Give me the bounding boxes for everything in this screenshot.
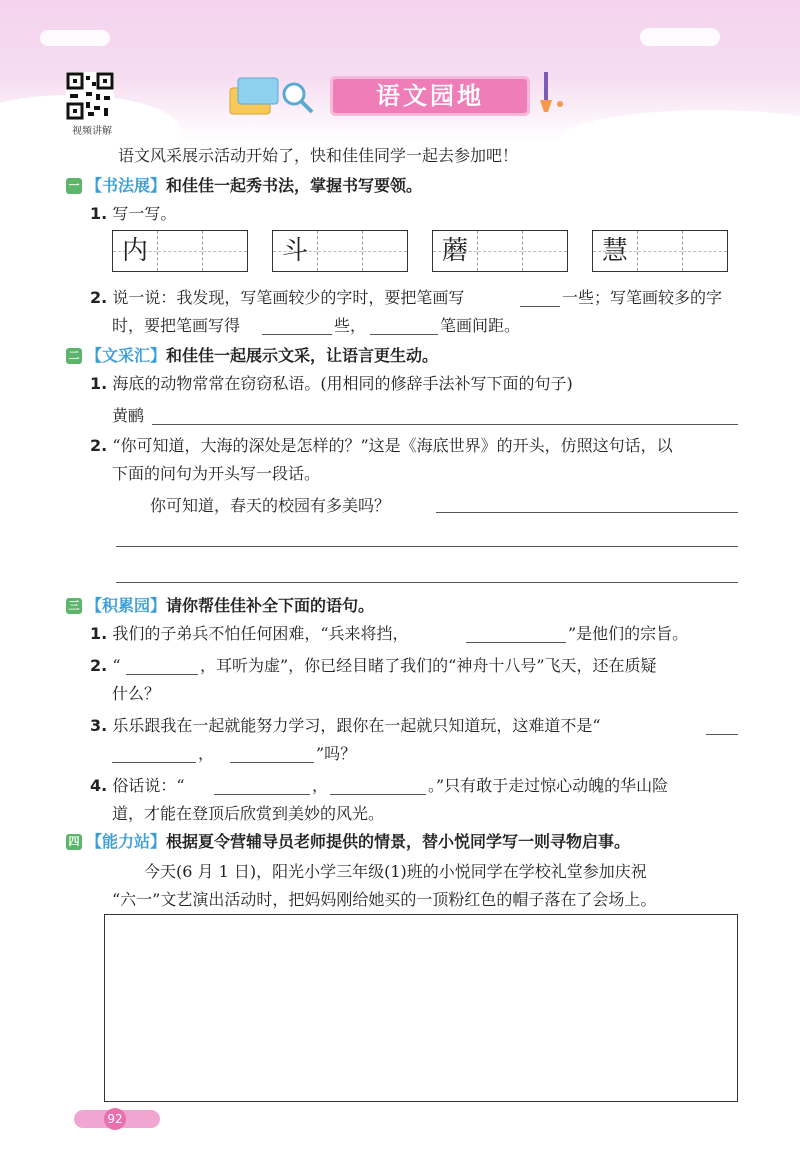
cloud-decoration xyxy=(640,28,720,46)
question-text: ， xyxy=(312,776,329,795)
section-number: 一 xyxy=(66,178,82,194)
question-text: ”是他们的宗旨。 xyxy=(568,624,689,643)
section-label: 【文采汇】 xyxy=(86,346,167,365)
section-title: 根据夏令营辅导员老师提供的情景，替小悦同学写一则寻物启事。 xyxy=(166,832,631,851)
question-item xyxy=(90,436,673,456)
model-character: 蘑 xyxy=(441,236,468,266)
writing-grid[interactable] xyxy=(432,230,568,272)
question-text: 什么？ xyxy=(112,684,161,703)
question-text: 时，要把笔画写得 xyxy=(112,316,241,335)
answer-line[interactable] xyxy=(116,546,738,547)
question-item xyxy=(90,656,121,676)
section-label: 【书法展】 xyxy=(86,176,167,195)
section-number: 二 xyxy=(66,348,82,364)
question-number: 3. xyxy=(90,716,108,735)
answer-blank[interactable] xyxy=(262,334,332,335)
answer-blank[interactable] xyxy=(126,674,198,675)
qr-code-icon[interactable] xyxy=(66,72,114,120)
answer-line[interactable] xyxy=(152,424,738,425)
question-number: 1. xyxy=(90,204,108,223)
question-text: 我们的子弟兵不怕任何困难，“兵来将挡， xyxy=(112,624,409,643)
section-label: 【能力站】 xyxy=(86,832,167,851)
question-item xyxy=(90,374,573,394)
answer-blank[interactable] xyxy=(330,794,426,795)
answer-blank[interactable] xyxy=(520,306,560,307)
question-text: 下面的问句为开头写一段话。 xyxy=(112,464,321,483)
question-text: 说一说：我发现，写笔画较少的字时，要把笔画写 xyxy=(112,288,465,307)
answer-blank[interactable] xyxy=(112,762,196,763)
writing-grid[interactable] xyxy=(112,230,248,272)
section-heading xyxy=(86,346,438,366)
question-item xyxy=(90,204,176,224)
answer-blank[interactable] xyxy=(466,642,566,643)
question-item xyxy=(90,624,409,644)
question-text: 。”只有敢于走过惊心动魄的华山险 xyxy=(428,776,669,795)
brush-icon xyxy=(536,70,566,114)
question-text: ， xyxy=(198,744,215,763)
section-title: 和佳佳一起展示文采，让语言更生动。 xyxy=(166,346,439,365)
section-number: 四 xyxy=(66,834,82,850)
books-icon xyxy=(226,70,326,120)
paragraph-text: 今天(6 月 1 日)，阳光小学三年级(1)班的小悦同学在学校礼堂参加庆祝 xyxy=(144,862,647,881)
answer-blank[interactable] xyxy=(230,762,314,763)
section-heading xyxy=(86,596,374,616)
question-text: ”吗？ xyxy=(316,744,357,763)
answer-blank[interactable] xyxy=(214,794,310,795)
question-number: 2. xyxy=(90,436,108,455)
cloud-decoration xyxy=(40,30,110,46)
question-text: 写一写。 xyxy=(112,204,177,223)
answer-box[interactable] xyxy=(104,914,738,1102)
question-item xyxy=(90,716,601,736)
section-label: 【积累园】 xyxy=(86,596,167,615)
question-text: 一些；写笔画较多的字 xyxy=(562,288,723,307)
question-number: 4. xyxy=(90,776,108,795)
intro-text: 语文风采展示活动开始了，快和佳佳同学一起去参加吧！ xyxy=(118,146,519,165)
section-title: 请你帮佳佳补全下面的语句。 xyxy=(166,596,375,615)
answer-blank[interactable] xyxy=(370,334,438,335)
question-item xyxy=(90,776,185,796)
section-title: 和佳佳一起秀书法，掌握书写要领。 xyxy=(166,176,423,195)
writing-grid[interactable] xyxy=(272,230,408,272)
answer-line[interactable] xyxy=(116,582,738,583)
question-text: 乐乐跟我在一起就能努力学习，跟你在一起就只知道玩，这难道不是“ xyxy=(112,716,601,735)
paragraph-text: “六一”文艺演出活动时，把妈妈刚给她买的一顶粉红色的帽子落在了会场上。 xyxy=(112,890,657,909)
question-number: 1. xyxy=(90,374,108,393)
question-text: 些， xyxy=(334,316,367,335)
answer-line[interactable] xyxy=(436,512,738,513)
question-item xyxy=(90,288,464,308)
page-number: 92 xyxy=(104,1108,126,1130)
section-heading xyxy=(86,832,630,852)
model-character: 斗 xyxy=(281,236,308,266)
writing-grid[interactable] xyxy=(592,230,728,272)
page-title: 语文园地 xyxy=(330,76,530,116)
qr-label: 视频讲解 xyxy=(72,126,112,137)
answer-blank[interactable] xyxy=(706,734,738,735)
question-number: 2. xyxy=(90,288,108,307)
model-character: 慧 xyxy=(601,236,628,266)
section-number: 三 xyxy=(66,598,82,614)
question-text: 黄鹂 xyxy=(112,406,145,425)
question-text: 笔画间距。 xyxy=(440,316,521,335)
question-text: “ xyxy=(112,656,121,675)
question-number: 2. xyxy=(90,656,108,675)
question-text: 俗话说：“ xyxy=(112,776,185,795)
section-heading xyxy=(86,176,422,196)
question-text: “你可知道，大海的深处是怎样的？”这是《海底世界》的开头，仿照这句话，以 xyxy=(112,436,673,455)
model-character: 内 xyxy=(121,236,148,266)
question-number: 1. xyxy=(90,624,108,643)
question-text: ，耳听为虚”，你已经目睹了我们的“神舟十八号”飞天，还在质疑 xyxy=(200,656,657,675)
question-text: 海底的动物常常在窃窃私语。(用相同的修辞手法补写下面的句子) xyxy=(112,374,573,393)
question-text: 你可知道，春天的校园有多美吗？ xyxy=(150,496,391,515)
question-text: 道，才能在登顶后欣赏到美妙的风光。 xyxy=(112,804,385,823)
